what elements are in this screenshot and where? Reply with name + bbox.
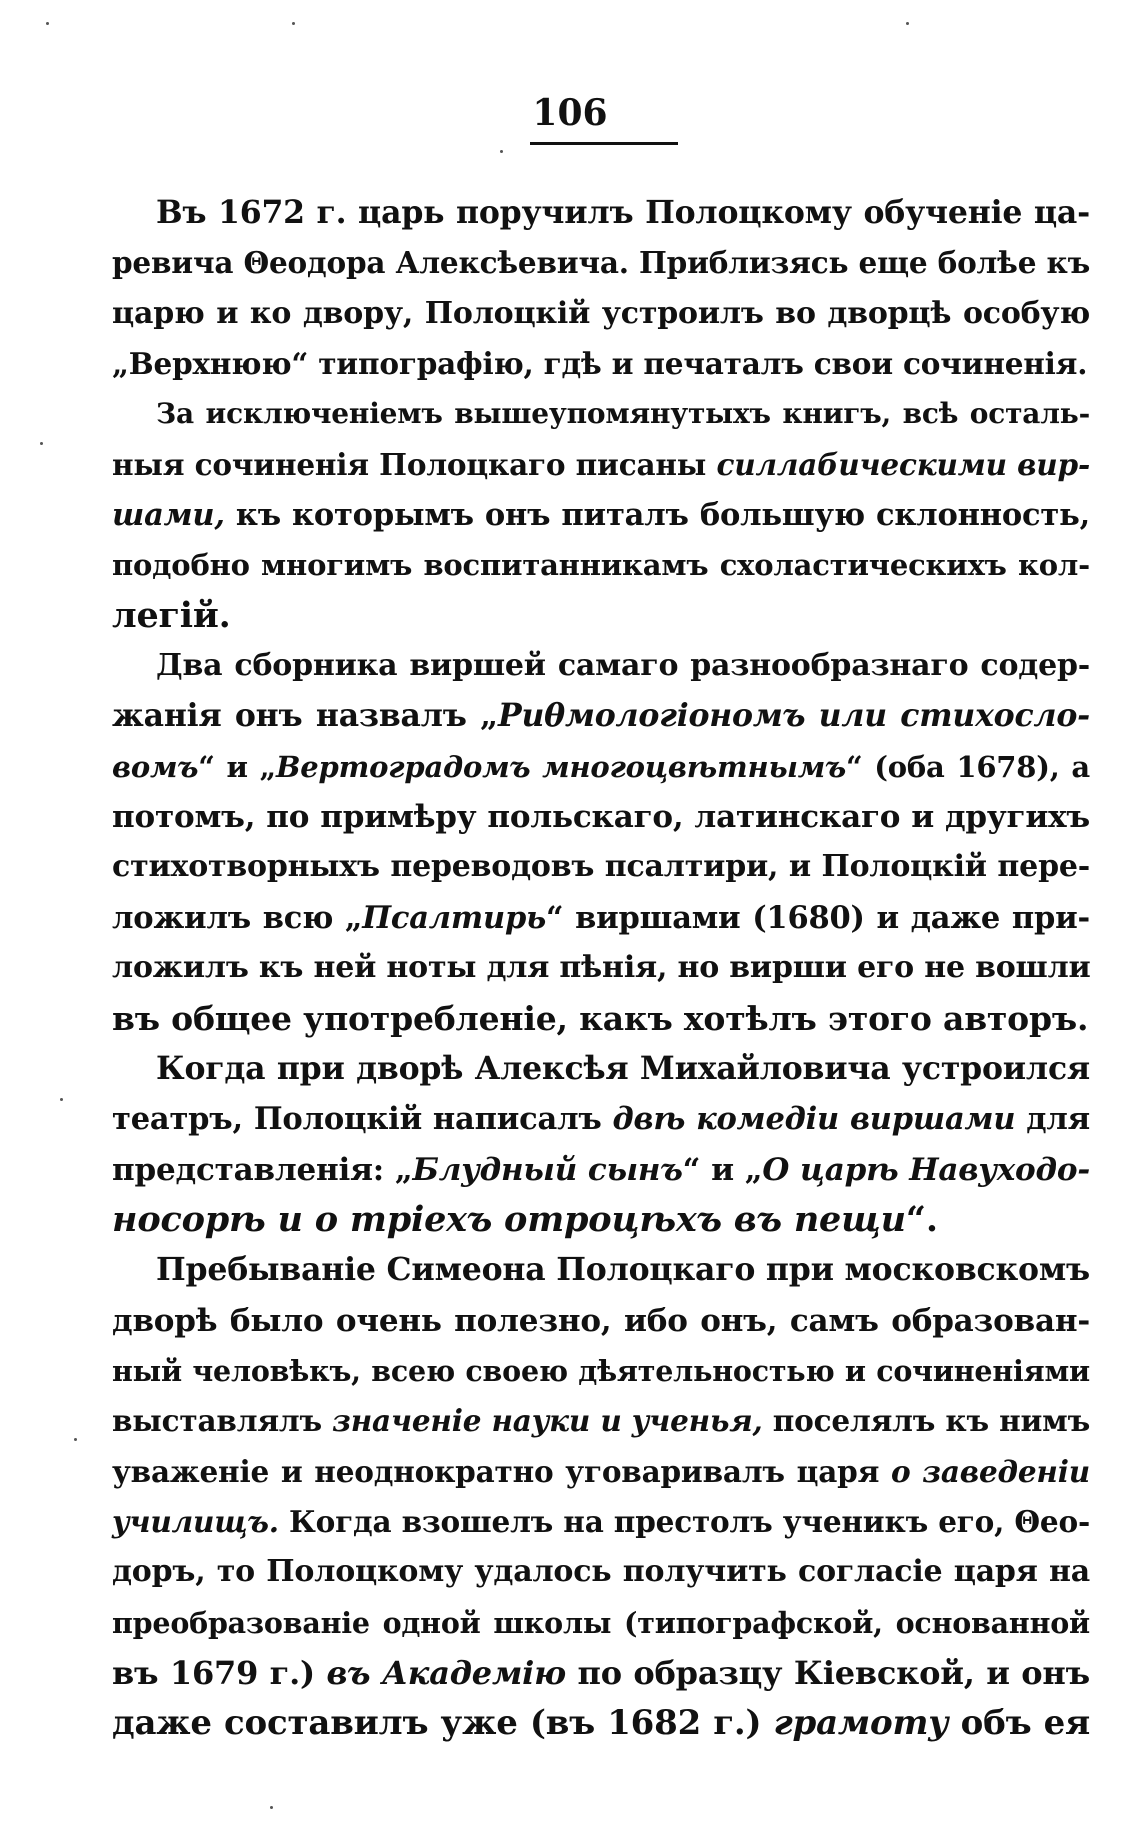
text-line: дворѣ было очень полезно, ибо онъ, самъ образован- — [112, 1302, 1090, 1339]
text-line: легій. — [112, 594, 231, 636]
text-line: Въ 1672 г. царь поручилъ Полоцкому обученіе ца- — [156, 194, 1090, 231]
text-line: Пребываніе Симеона Полоцкаго при московскомъ — [156, 1251, 1090, 1289]
text-line: „Верхнюю“ типографію, гдѣ и печаталъ свои сочиненія. — [112, 346, 1088, 382]
text-line: доръ, то Полоцкому удалось получить согласіе царя на — [112, 1554, 1090, 1590]
text-line: Когда при дворѣ Алексѣя Михайловича устроился — [156, 1049, 1090, 1087]
text-line: Два сборника виршей самаго разнообразнаго содер- — [156, 648, 1090, 684]
text-line: ревича Θеодора Алексѣевича. Приблизясь еще болѣе къ — [112, 245, 1090, 281]
scan-speck — [292, 22, 295, 25]
text-line: царю и ко двору, Полоцкій устроилъ во дворцѣ особую — [112, 295, 1090, 331]
text-line: За исключеніемъ вышеупомянутыхъ книгъ, всѣ осталь- — [156, 397, 1090, 431]
scan-speck — [500, 150, 503, 153]
text-line: представленія: „Блудный сынъ“ и „О царѣ Навуходо- — [112, 1151, 1090, 1188]
text-line: подобно многимъ воспитанникамъ схоластическихъ кол- — [112, 548, 1090, 583]
text-line: театръ, Полоцкій написалъ двѣ комедіи виршами для — [112, 1101, 1090, 1138]
text-line: ныя сочиненія Полоцкаго писаны силлабическими вир- — [112, 446, 1090, 482]
text-line: въ общее употребленіе, какъ хотѣлъ этого авторъ. — [112, 998, 1089, 1038]
text-line: потомъ, по примѣру польскаго, латинскаго и другихъ — [112, 799, 1090, 836]
text-line: даже составилъ уже (въ 1682 г.) грамоту объ ея — [112, 1703, 1090, 1744]
scan-speck — [40, 442, 43, 445]
header-rule — [530, 142, 678, 145]
scan-speck — [270, 1806, 273, 1809]
text-line: выставлялъ значеніе науки и ученья, поселялъ къ нимъ — [112, 1403, 1091, 1439]
text-line: вомъ“ и „Вертоградомъ многоцвѣтнымъ“ (оба 1678), а — [112, 749, 1090, 784]
text-line: стихотворныхъ переводовъ псалтири, и Полоцкій пере- — [112, 849, 1090, 885]
text-line: ный человѣкъ, всею своею дѣятельностью и сочиненіями — [112, 1353, 1090, 1388]
scan-speck — [906, 22, 909, 25]
text-line: носорѣ и о тріехъ отроцѣхъ въ пещи“. — [112, 1198, 938, 1240]
text-line: жанія онъ назвалъ „Риθмологіономъ или стихосло- — [112, 697, 1090, 735]
text-line: ложилъ всю „Псалтирь“ виршами (1680) и даже при- — [112, 899, 1090, 936]
scan-speck — [60, 1098, 63, 1101]
scan-speck — [46, 22, 49, 25]
text-line: шами, къ которымъ онъ питалъ большую склонность, — [112, 497, 1090, 534]
text-line: въ 1679 г.) въ Академію по образцу Кіевской, и онъ — [112, 1653, 1090, 1692]
text-line: преобразованіе одной школы (типографской, основанной — [112, 1605, 1090, 1640]
scan-speck — [74, 1438, 77, 1441]
text-line: училищъ. Когда взошелъ на престолъ ученикъ его, Θео- — [112, 1503, 1090, 1539]
page-number: 106 — [532, 92, 608, 134]
text-line: уваженіе и неоднократно уговаривалъ царя о заведеніи — [112, 1453, 1090, 1489]
body-text — [112, 188, 1090, 1749]
text-line: ложилъ къ ней ноты для пѣнія, но вирши его не вошли — [112, 950, 1091, 986]
